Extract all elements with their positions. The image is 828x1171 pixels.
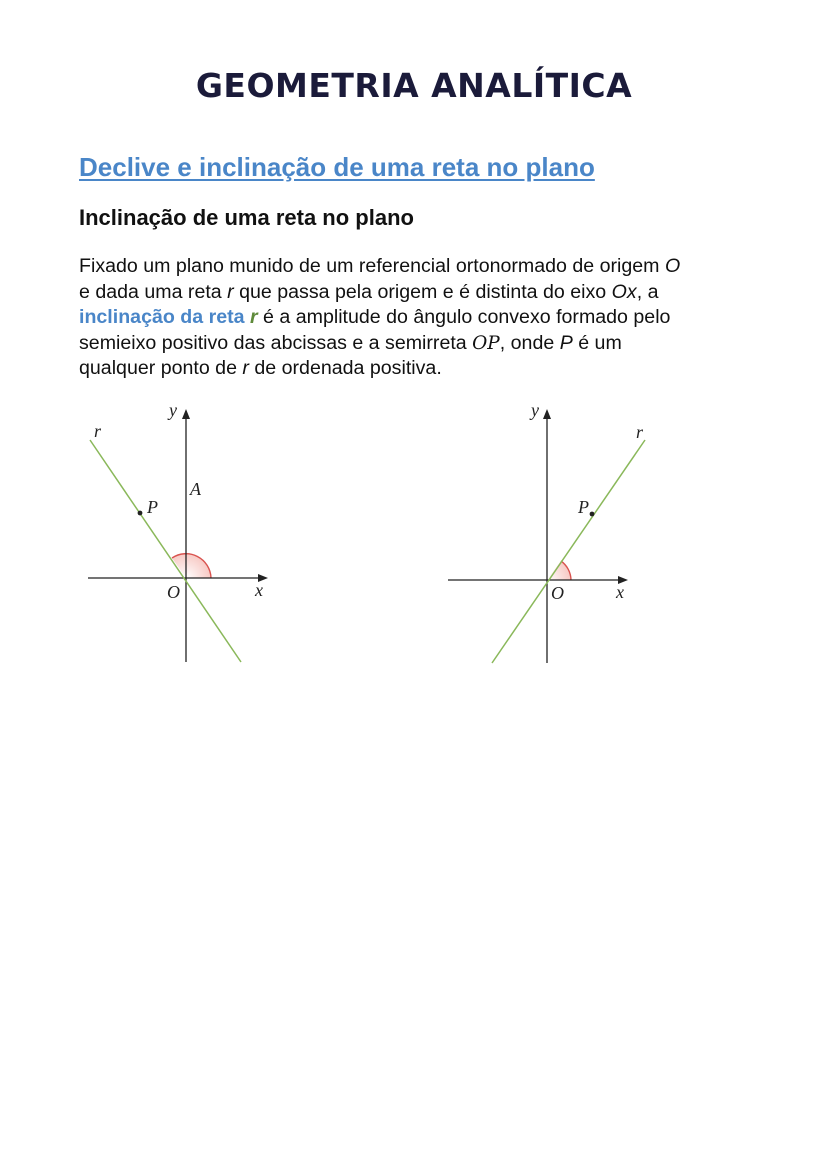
axis-symbol: Ox <box>611 280 637 303</box>
point-p-label: P <box>578 497 589 517</box>
page-title: GEOMETRIA ANALÍTICA <box>195 66 633 105</box>
figure-obtuse-inclination <box>80 395 290 670</box>
subsection-heading: Inclinação de uma reta no plano <box>79 205 414 230</box>
paragraph-line-5 <box>79 356 779 382</box>
definition-paragraph <box>79 254 779 382</box>
text-run: Fixado um plano munido de um referencial ortonormado de origem <box>79 255 665 277</box>
angle-sector <box>172 554 211 578</box>
ray-symbol: OP <box>472 332 500 354</box>
text-run: semieixo positivo das abcissas e a semirreta <box>79 331 473 354</box>
line-r <box>90 440 241 662</box>
text-run: , a <box>636 280 659 303</box>
origin-label: O <box>167 582 180 602</box>
text-run: e dada uma reta <box>79 280 228 303</box>
line-r <box>492 440 645 663</box>
point-p <box>138 511 143 516</box>
point-symbol: P <box>559 331 573 354</box>
text-run: , onde <box>499 331 560 354</box>
line-symbol: r <box>227 280 234 303</box>
text-run: que passa pela origem e é distinta do eixo <box>233 280 612 303</box>
line-label: r <box>94 421 102 441</box>
origin-label: O <box>551 583 564 603</box>
figure-acute-inclination <box>440 395 670 670</box>
paragraph-line-2 <box>79 280 779 306</box>
paragraph-line-1 <box>79 254 779 280</box>
line-label: r <box>636 422 644 442</box>
highlight-line-symbol: r <box>249 306 258 328</box>
y-axis-label: y <box>169 400 177 420</box>
text-run: de ordenada positiva. <box>248 357 442 379</box>
y-axis-label: y <box>531 400 539 420</box>
paragraph-line-3 <box>79 305 779 331</box>
line-symbol: r <box>242 357 249 379</box>
paragraph-line-4 <box>79 331 779 357</box>
point-p-label: P <box>147 497 158 517</box>
highlight-term: inclinação da reta <box>79 306 250 328</box>
x-axis-label: x <box>616 582 624 602</box>
x-axis-label: x <box>255 580 263 600</box>
point-a-label: A <box>190 479 201 499</box>
y-axis-arrow-icon <box>543 409 551 419</box>
text-run: é um <box>572 331 622 354</box>
origin-symbol: O <box>664 255 681 277</box>
section-heading-link[interactable]: Declive e inclinação de uma reta no plano <box>79 152 595 182</box>
text-run: é a amplitude do ângulo convexo formado pelo <box>257 306 671 328</box>
point-p <box>590 512 595 517</box>
y-axis-arrow-icon <box>182 409 190 419</box>
text-run: qualquer ponto de <box>79 357 243 379</box>
